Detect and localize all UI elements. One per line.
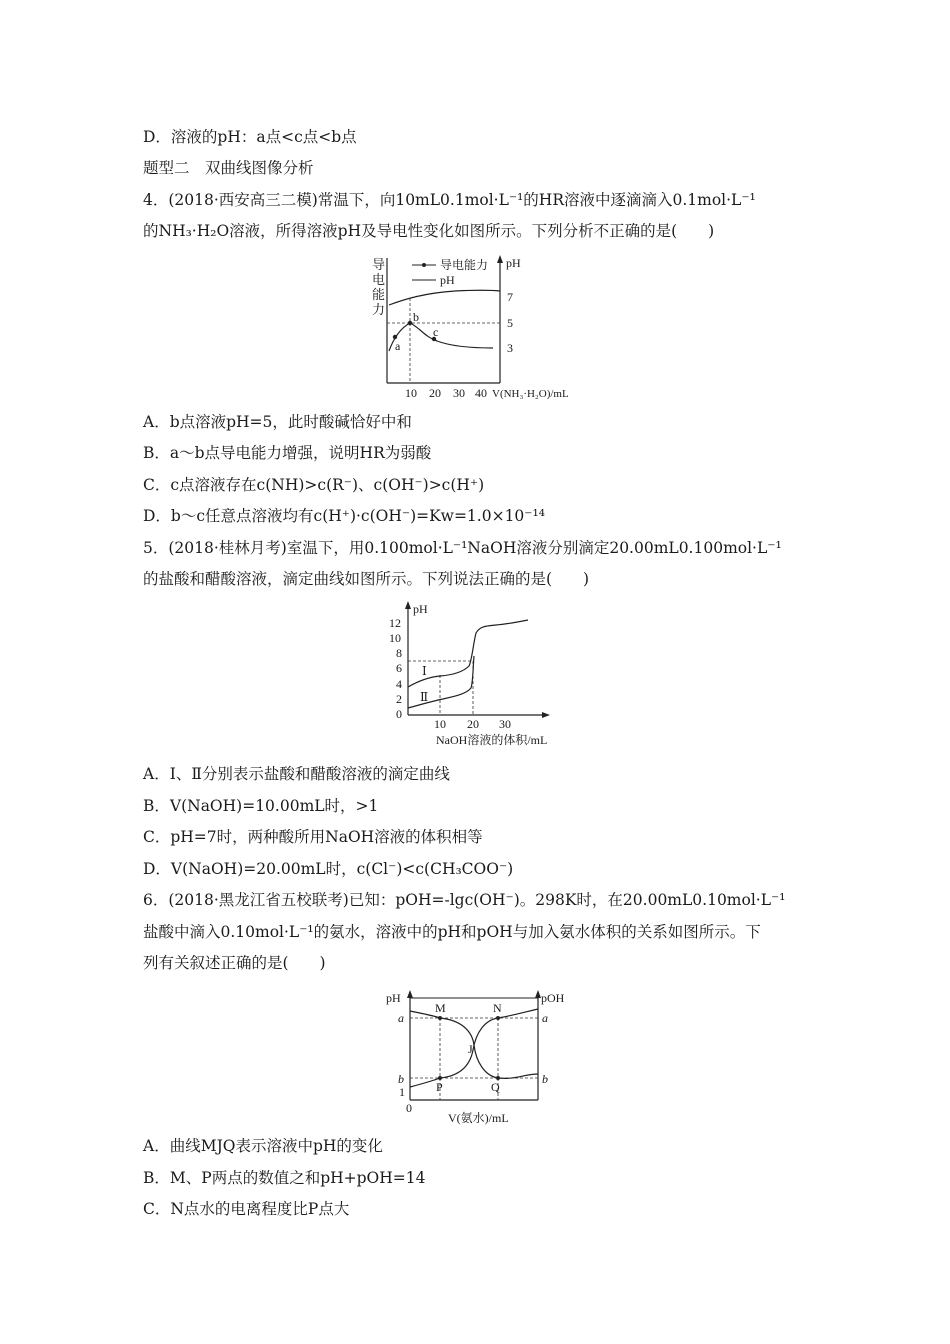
fig2-xtick-30: 30 xyxy=(499,717,511,731)
option-b-q4: B．a～b点导电能力增强，说明HR为弱酸 xyxy=(143,444,432,462)
fig3-left-tick-b: b xyxy=(398,1072,404,1086)
fig1-left-axis-label xyxy=(372,258,385,318)
question-6-line-3: 列有关叙述正确的是( ) xyxy=(143,954,326,972)
fig3-left-tick-a: a xyxy=(398,1011,404,1025)
fig1-point-b: b xyxy=(413,310,419,324)
question-6-line-2: 盐酸中滴入0.10mol·L⁻¹的氨水，溶液中的pH和pOH与加入氨水体积的关系如图所示。下 xyxy=(143,923,761,941)
svg-text:电: 电 xyxy=(372,273,386,288)
fig2-label-i: Ⅰ xyxy=(422,664,427,678)
fig3-point-p: P xyxy=(436,1080,443,1094)
option-c-q6: C．N点水的电离程度比P点大 xyxy=(143,1200,350,1218)
fig1-xtick-40: 40 xyxy=(475,386,487,400)
svg-text:能: 能 xyxy=(372,288,386,303)
fig3-point-m: M xyxy=(435,1001,446,1015)
fig1-legend-conductivity: 导电能力 xyxy=(440,258,489,272)
question-5-line-2: 的盐酸和醋酸溶液，滴定曲线如图所示。下列说法正确的是( ) xyxy=(143,570,590,588)
fig3-origin-0: 0 xyxy=(406,1101,412,1115)
fig3-point-q: Q xyxy=(491,1080,500,1094)
fig2-label-ii: Ⅱ xyxy=(420,690,429,704)
fig1-xtick-20: 20 xyxy=(429,386,441,400)
fig3-right-tick-b: b xyxy=(542,1072,548,1086)
fig3-point-j: J xyxy=(468,1042,473,1056)
question-4-line-1: 4．(2018·西安高三二模)常温下，向10mL0.1mol·L⁻¹的HR溶液中逐滴滴入0.1mol·L⁻¹ xyxy=(143,191,756,209)
fig3-x-label: V(氨水)/mL xyxy=(448,1111,509,1125)
option-d-q4: D．b～c任意点溶液均有c(H⁺)·c(OH⁻)=Kw=1.0×10⁻¹⁴ xyxy=(143,507,545,525)
fig1-x-label: V(NH₃·H₂O)/mL xyxy=(492,388,569,400)
fig3-left-tick-1: 1 xyxy=(399,1085,405,1099)
fig2-xtick-20: 20 xyxy=(467,717,479,731)
question-5-line-1: 5．(2018·桂林月考)室温下，用0.100mol·L⁻¹NaOH溶液分别滴定20.00mL0.100mol·L⁻¹ xyxy=(143,539,782,557)
fig1-right-axis-label: pH xyxy=(506,256,521,270)
fig2-ytick-10: 10 xyxy=(389,631,401,645)
fig1-ph-curve xyxy=(389,290,500,305)
fig2-ytick-2: 2 xyxy=(396,692,402,706)
section-title: 题型二 双曲线图像分析 xyxy=(143,159,314,177)
question-6-line-1: 6．(2018·黑龙江省五校联考)已知：pOH=-lgc(OH⁻)。298K时，在20.00mL0.10mol·L⁻¹ xyxy=(143,891,786,909)
option-c-q5: C．pH=7时，两种酸所用NaOH溶液的体积相等 xyxy=(143,828,483,846)
fig2-ytick-0: 0 xyxy=(396,707,402,721)
fig1-legend-ph: pH xyxy=(440,273,455,287)
figure-3-ph-poh xyxy=(380,990,580,1130)
fig1-xtick-10: 10 xyxy=(405,386,417,400)
fig2-xtick-10: 10 xyxy=(434,717,446,731)
option-c-q4: C．c点溶液存在c(NH)>c(R⁻)、c(OH⁻)>c(H⁺) xyxy=(143,476,485,494)
fig1-tick-5: 5 xyxy=(507,316,513,330)
option-b-q5: B．V(NaOH)=10.00mL时，>1 xyxy=(143,797,379,815)
option-a-q6: A．曲线MJQ表示溶液中pH的变化 xyxy=(143,1137,383,1155)
fig1-tick-3: 3 xyxy=(507,341,513,355)
fig2-ytick-8: 8 xyxy=(396,646,402,660)
svg-text:力: 力 xyxy=(372,303,386,318)
fig3-right-label: pOH xyxy=(541,991,565,1005)
fig2-ytick-4: 4 xyxy=(396,677,402,691)
fig1-tick-7: 7 xyxy=(507,290,513,304)
option-b-q6: B．M、P两点的数值之和pH+pOH=14 xyxy=(143,1169,426,1187)
fig2-y-label: pH xyxy=(413,602,428,616)
question-4-line-2: 的NH₃·H₂O溶液，所得溶液pH及导电性变化如图所示。下列分析不正确的是( ) xyxy=(143,222,715,240)
fig3-point-n: N xyxy=(493,1001,502,1015)
figure-1-conductivity-ph xyxy=(365,255,610,405)
fig2-x-label: NaOH溶液的体积/mL xyxy=(436,733,548,747)
fig1-point-a: a xyxy=(395,339,401,353)
fig3-right-tick-a: a xyxy=(542,1011,548,1025)
fig1-conductivity-curve xyxy=(389,323,493,351)
svg-text:导: 导 xyxy=(372,258,386,273)
fig1-point-c: c xyxy=(433,325,439,339)
fig3-left-label: pH xyxy=(386,991,401,1005)
fig2-ytick-6: 6 xyxy=(396,661,402,675)
fig1-xtick-30: 30 xyxy=(453,386,465,400)
option-a-q5: A．Ⅰ、Ⅱ分别表示盐酸和醋酸溶液的滴定曲线 xyxy=(143,765,450,783)
option-d-q3: D．溶液的pH：a点<c点<b点 xyxy=(143,128,357,146)
option-d-q5: D．V(NaOH)=20.00mL时，c(Cl⁻)<c(CH₃COO⁻) xyxy=(143,860,514,878)
fig2-ytick-12: 12 xyxy=(389,616,401,630)
figure-2-titration xyxy=(378,600,568,750)
option-a-q4: A．b点溶液pH=5，此时酸碱恰好中和 xyxy=(143,413,412,431)
